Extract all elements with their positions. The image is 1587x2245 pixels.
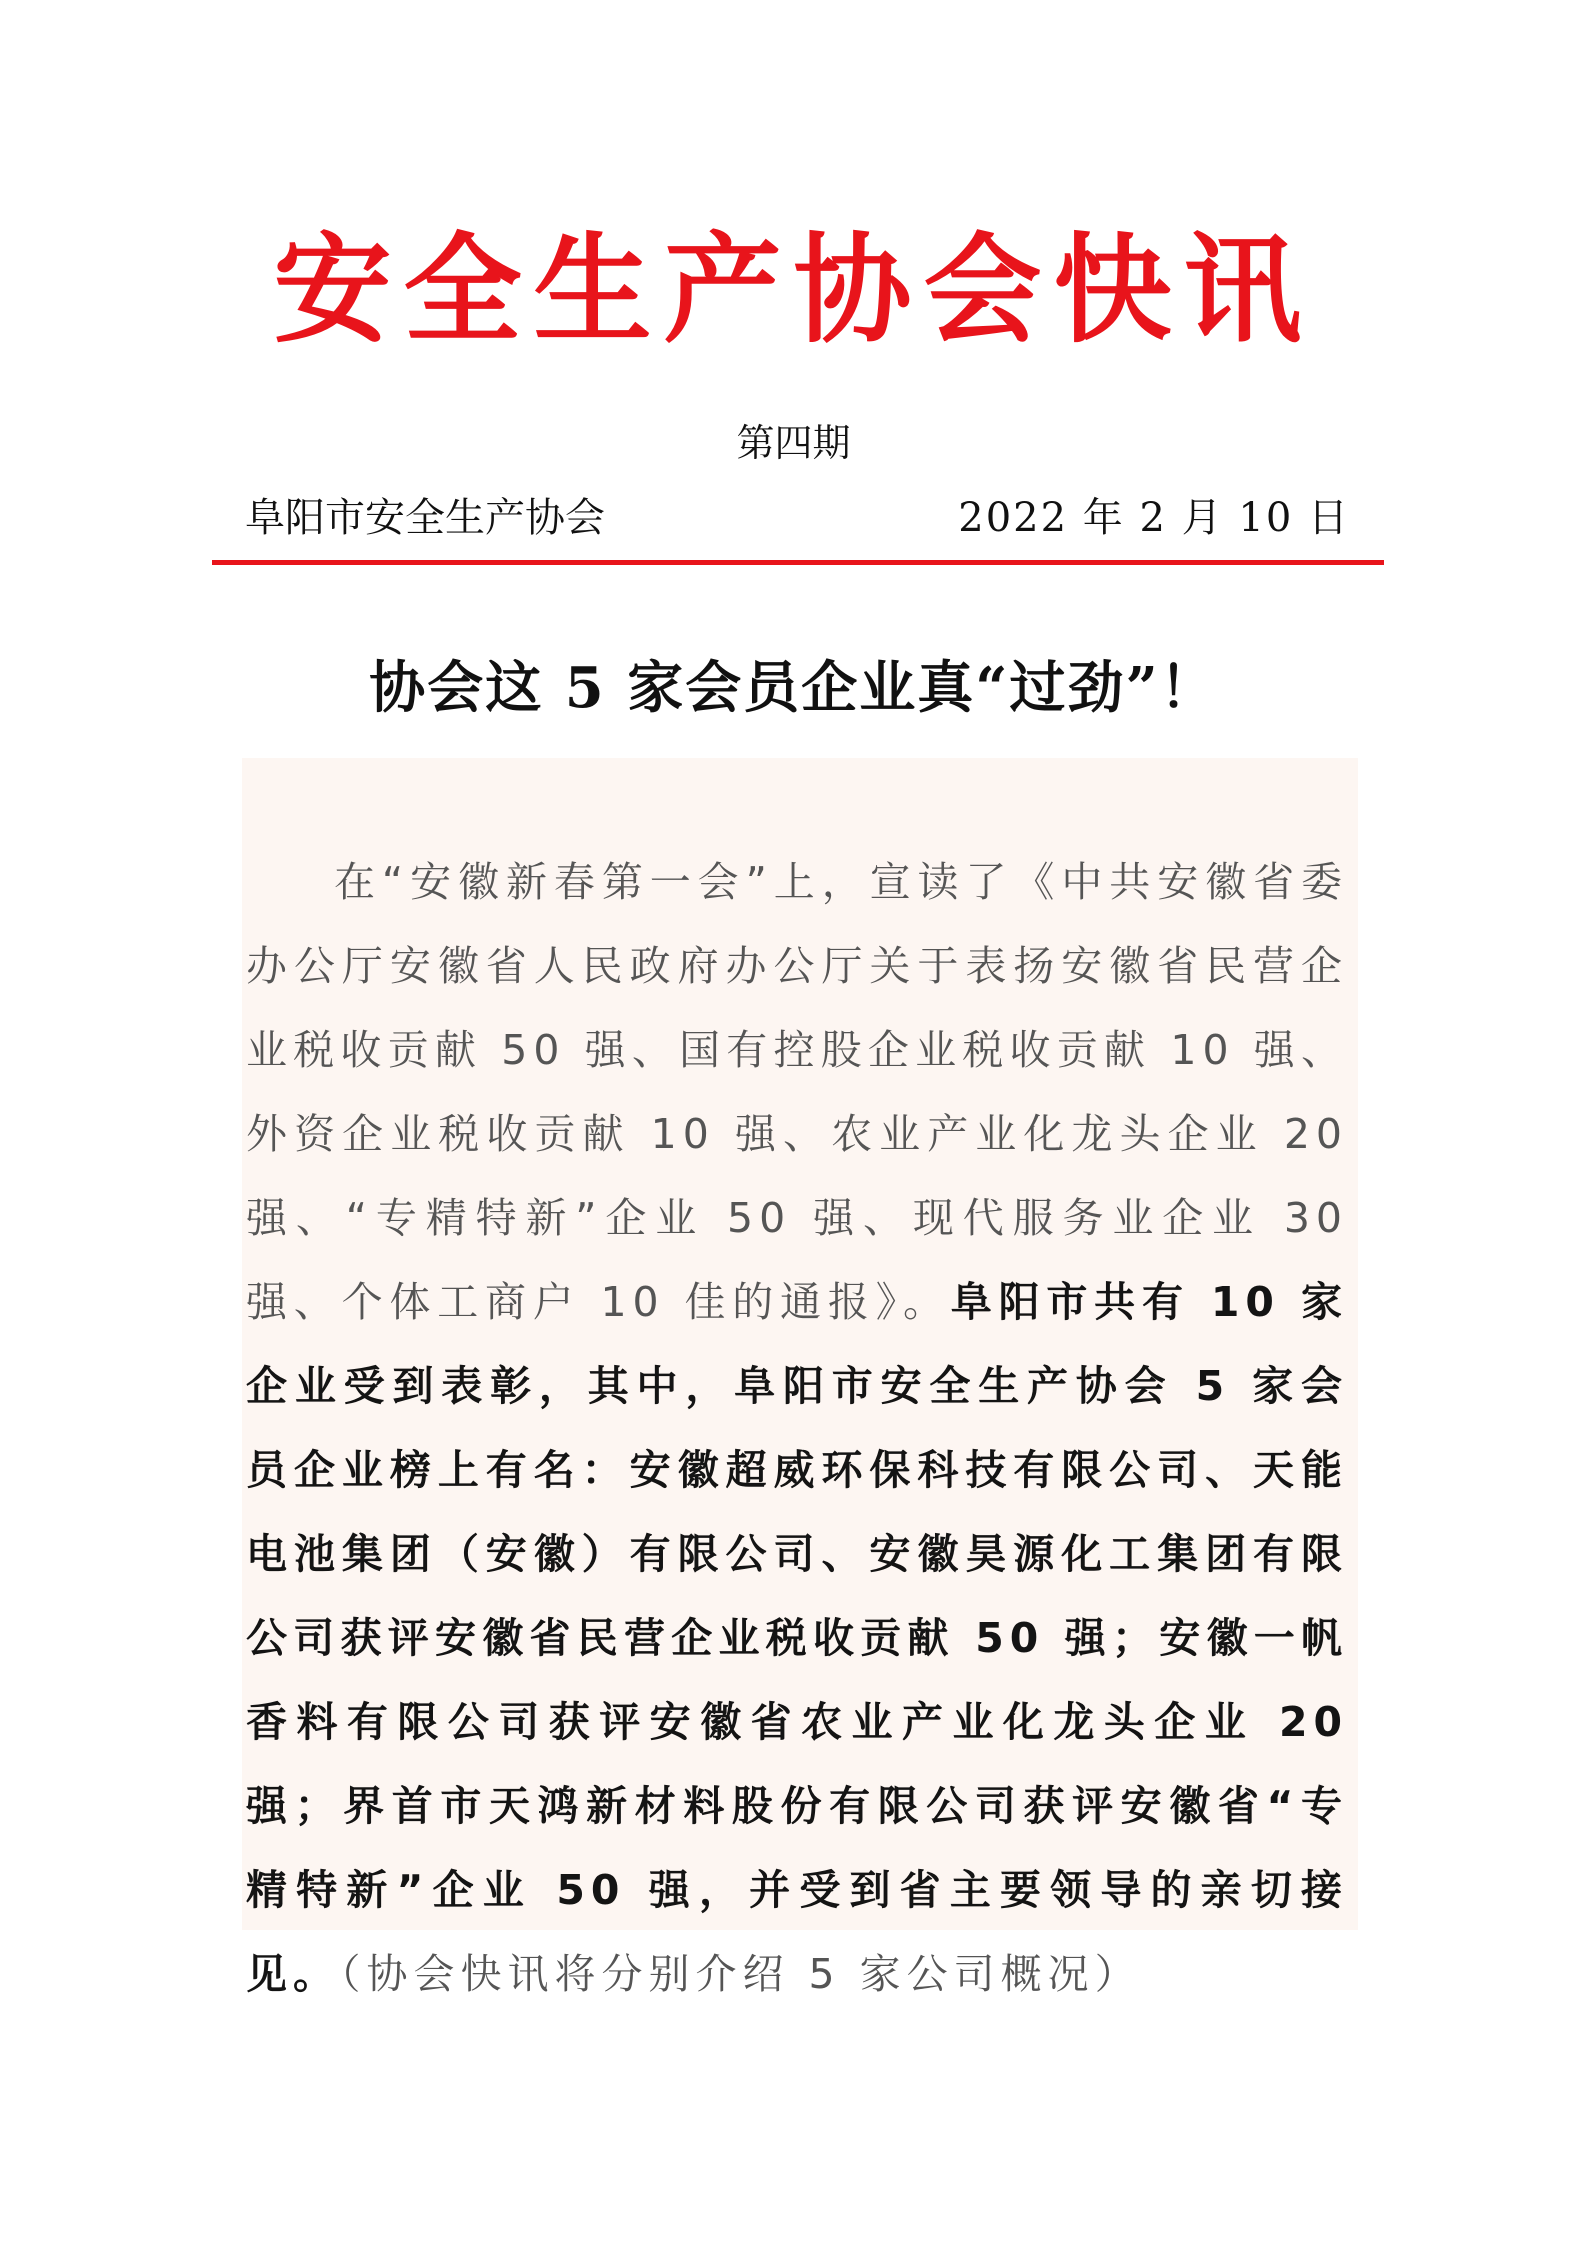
article-paragraph-intro: 在“安徽新春第一会”上，宣读了《中共安徽省委办公厅安徽省人民政府办公厅关于表扬安徽省民营企业税收贡献 50 强、国有控股企业税收贡献 10 强、外资企业税收贡献 10 强、农业产业化龙头企业 20 强、“专精特新”企业 50 强、现代服务业企业 30 强、个体工商户 10 佳的通报》。	[246, 858, 1348, 1326]
masthead-title: 安全生产协会快讯	[273, 220, 1314, 359]
article-paragraph	[246, 840, 1348, 2016]
article-paragraph-highlight: 阜阳市共有 10 家企业受到表彰，其中，阜阳市安全生产协会 5 家会员企业榜上有名：安徽超威环保科技有限公司、天能电池集团（安徽）有限公司、安徽昊源化工集团有限公司获评安徽省民营企业税收贡献 50 强；安徽一帆香料有限公司获评安徽省农业产业化龙头企业 20 强；界首市天鸿新材料股份有限公司获评安徽省“专精特新”企业 50 强，并受到省主要领导的亲切接见。	[246, 1278, 1348, 1998]
issue-number: 第四期	[736, 421, 851, 465]
publish-date: 2022 年 2 月 10 日	[958, 495, 1350, 541]
article-paragraph-note: （协会快讯将分别介绍 5 家公司概况）	[340, 1950, 1142, 1998]
publisher-name: 阜阳市安全生产协会	[245, 495, 605, 541]
article-body	[242, 758, 1358, 1998]
masthead-divider	[212, 560, 1384, 565]
article-headline: 协会这 5 家会员企业真“过劲”！	[369, 655, 1218, 721]
